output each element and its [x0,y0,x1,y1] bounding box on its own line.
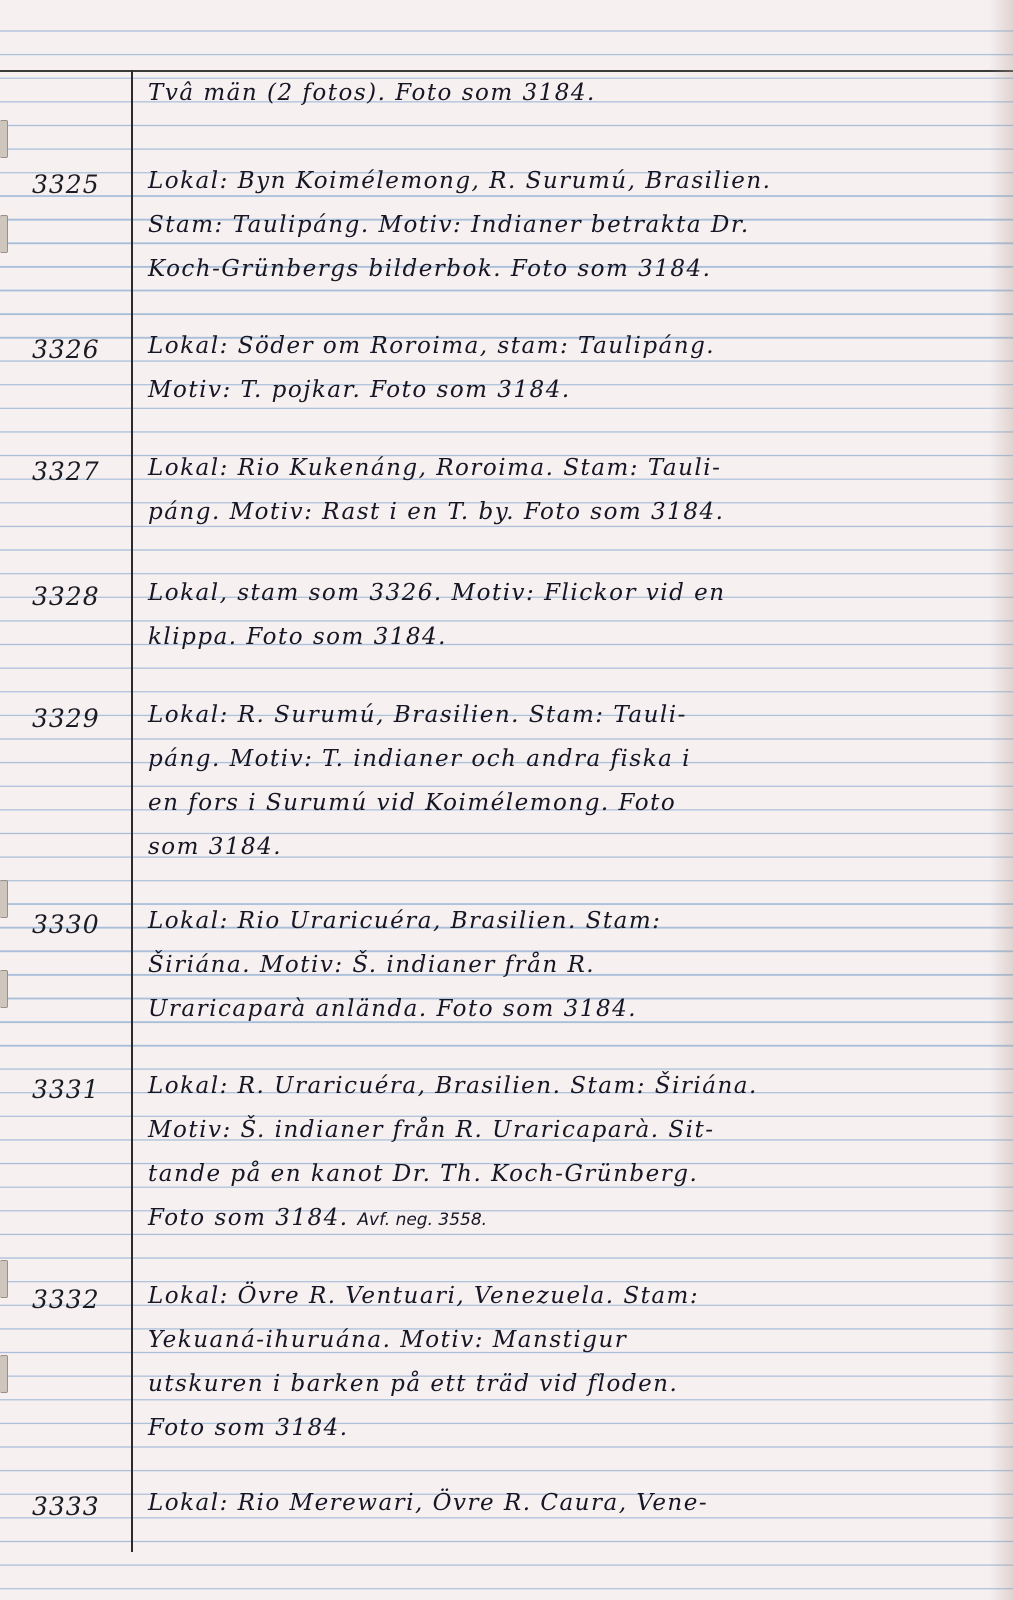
entry-text-line: Lokal: Söder om Roroima, stam: Taulipáng. [148,333,716,359]
top-rule [0,70,1013,72]
entry-text-line: Lokal: Övre R. Ventuari, Venezuela. Stam: [148,1283,700,1309]
entry-text-line: Lokal: Rio Uraricuéra, Brasilien. Stam: [148,908,662,934]
entry-text-line: Lokal: R. Surumú, Brasilien. Stam: Tauli- [148,702,687,728]
entry-text-line: Foto som 3184. [148,1415,349,1441]
page-edge-shadow [989,0,1013,1600]
entry-text-line: Uraricaparà anlända. Foto som 3184. [148,996,638,1022]
entry-text-line: páng. Motiv: T. indianer och andra fiska i [148,746,692,772]
entry-text-line: Lokal: Byn Koimélemong, R. Surumú, Brasilien. [148,168,772,194]
entry-text-line: Motiv: T. pojkar. Foto som 3184. [148,377,571,403]
entry-text-line: klippa. Foto som 3184. [148,624,447,650]
entry-text-line: Tvâ män (2 fotos). Foto som 3184. [148,80,596,106]
entry-number: 3333 [32,1492,100,1521]
binder-hole [0,1355,8,1393]
entry-text-line: Lokal: R. Uraricuéra, Brasilien. Stam: Širiána. [148,1073,758,1099]
entry-text-line: som 3184. [148,834,283,860]
entry-text-line: tande på en kanot Dr. Th. Koch-Grünberg. [148,1161,699,1187]
binder-hole [0,215,8,253]
entry-text-line: Koch-Grünbergs bilderbok. Foto som 3184. [148,256,712,282]
annotation-note: Avf. neg. 3558. [357,1210,488,1230]
binder-hole [0,120,8,158]
entry-number: 3327 [32,457,100,486]
entry-number: 3332 [32,1285,100,1314]
entry-text-line: Lokal, stam som 3326. Motiv: Flickor vid en [148,580,726,606]
entry-text-line: páng. Motiv: Rast i en T. by. Foto som 3184. [148,499,725,525]
entry-number: 3325 [32,170,100,199]
entry-text-line: Lokal: Rio Merewari, Övre R. Caura, Vene- [148,1490,709,1516]
entry-text-fragment: Foto som 3184. [148,1205,349,1231]
entry-text-line: Lokal: Rio Kukenáng, Roroima. Stam: Tauli- [148,455,722,481]
entry-number: 3328 [32,582,100,611]
entry-number: 3330 [32,910,100,939]
binder-hole [0,880,8,918]
entry-number: 3329 [32,704,100,733]
entry-text-line: Širiána. Motiv: Š. indianer från R. [148,952,596,978]
entry-text-line: en fors i Surumú vid Koimélemong. Foto [148,790,677,816]
binder-hole [0,970,8,1008]
entry-text-line: Motiv: Š. indianer från R. Uraricaparà. Sit- [148,1117,715,1143]
entry-text-line: Yekuaná-ihuruána. Motiv: Manstigur [148,1327,628,1353]
entry-number: 3331 [32,1075,100,1104]
entry-text-line: Stam: Taulipáng. Motiv: Indianer betrakta Dr. [148,212,750,238]
binder-hole [0,1260,8,1298]
margin-rule [131,70,133,1552]
entry-number: 3326 [32,335,100,364]
entry-text-line: utskuren i barken på ett träd vid floden. [148,1371,679,1397]
entry-text-line [148,1205,487,1231]
